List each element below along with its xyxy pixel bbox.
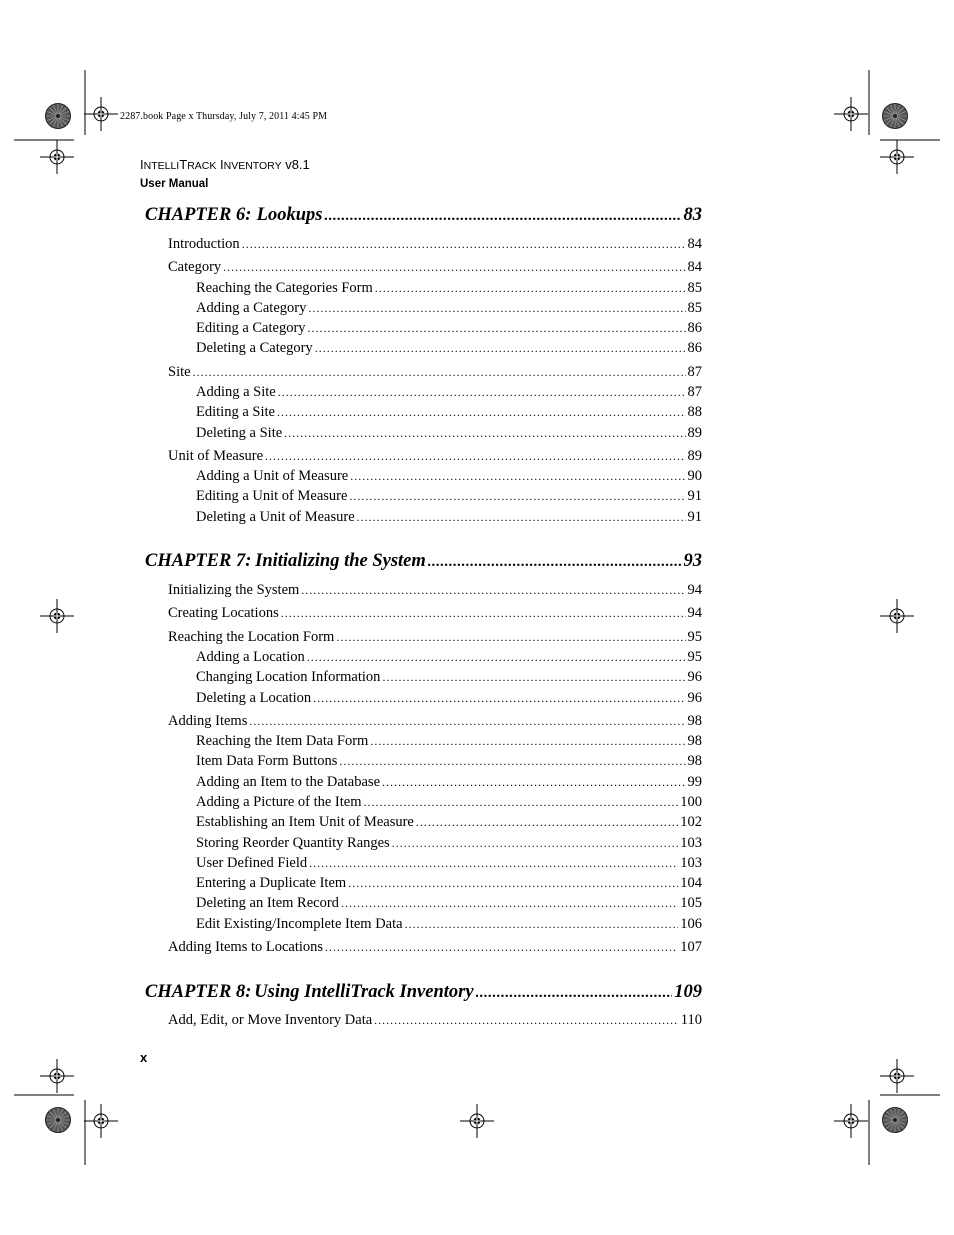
toc-entry[interactable]: [196, 319, 702, 337]
dot-leader: [308, 319, 686, 337]
toc-entry-title: Adding a Site: [196, 384, 276, 400]
toc-entry-title: Reaching the Categories Form: [196, 280, 373, 296]
toc-entry-title: Adding an Item to the Database: [196, 774, 381, 790]
toc-entry[interactable]: [196, 279, 702, 297]
toc-entry-title: Deleting a Site: [196, 425, 283, 441]
toc-entry-title: Site: [168, 364, 191, 380]
toc-entry-title: Reaching the Item Data Form: [196, 733, 369, 749]
toc-entry[interactable]: [196, 732, 702, 750]
toc-entry[interactable]: [196, 752, 702, 770]
toc-entry[interactable]: [168, 258, 702, 276]
toc-entry-title: Deleting a Category: [196, 340, 313, 356]
registration-target-icon: [84, 97, 118, 131]
toc-entry-page: 83: [683, 205, 702, 225]
toc-entry-title: Editing a Unit of Measure: [196, 488, 348, 504]
toc-entry-title: Adding a Picture of the Item: [196, 794, 362, 810]
toc-entry-title: Adding a Unit of Measure: [196, 468, 349, 484]
toc-entry[interactable]: [168, 363, 702, 381]
registration-target-icon: [460, 1104, 494, 1138]
toc-entry-page: 84: [687, 236, 702, 252]
toc-entry[interactable]: [196, 854, 702, 872]
toc-entry-title: Using IntelliTrack Inventory: [254, 982, 474, 1002]
toc-entry-title: Editing a Site: [196, 404, 275, 420]
toc-entry-page: 89: [687, 448, 702, 464]
toc-entry-title: Deleting an Item Record: [196, 895, 339, 911]
dot-leader: [348, 874, 678, 892]
toc-entry-page: 103: [680, 855, 702, 871]
dot-leader: [364, 793, 679, 811]
dot-leader: [242, 235, 686, 253]
toc-entry[interactable]: [196, 299, 702, 317]
dot-leader: [324, 204, 681, 228]
toc-entry-title: User Defined Field: [196, 855, 308, 871]
toc-entry-title: Storing Reorder Quantity Ranges: [196, 835, 390, 851]
dot-leader: [428, 550, 682, 574]
toc-entry-page: 89: [687, 425, 702, 441]
registration-target-icon: [834, 97, 868, 131]
toc-entry[interactable]: [196, 915, 702, 933]
dot-leader: [313, 689, 685, 707]
toc-entry[interactable]: [168, 628, 702, 646]
toc-entry-page: 96: [687, 690, 702, 706]
toc-entry-page: 86: [687, 320, 702, 336]
toc-entry[interactable]: [168, 604, 702, 622]
dot-leader: [370, 732, 685, 750]
toc-entry[interactable]: [196, 508, 702, 526]
registration-target-icon: [880, 1059, 914, 1093]
dot-leader: [281, 604, 686, 622]
dot-leader: [357, 508, 686, 526]
toc-entry[interactable]: [196, 648, 702, 666]
dot-leader: [336, 628, 685, 646]
star-target-icon: [883, 104, 908, 129]
toc-entry-page: 98: [687, 733, 702, 749]
toc-entry-page: 93: [683, 551, 702, 571]
star-target-icon: [883, 1108, 908, 1133]
dot-leader: [325, 938, 678, 956]
toc-entry-page: 106: [680, 916, 702, 932]
toc-entry-page: 98: [687, 753, 702, 769]
chapter-label: CHAPTER 8:: [145, 982, 252, 1002]
toc-chapter-entry[interactable]: [145, 549, 702, 574]
toc-entry-page: 110: [680, 1012, 702, 1028]
dot-leader: [382, 773, 685, 791]
dot-leader: [277, 403, 686, 421]
toc-chapter-entry[interactable]: [145, 203, 702, 228]
toc-entry-title: Lookups: [256, 205, 323, 225]
toc-entry[interactable]: [168, 235, 702, 253]
toc-entry-page: 99: [687, 774, 702, 790]
toc-entry-page: 105: [680, 895, 702, 911]
toc-entry-title: Editing a Category: [196, 320, 306, 336]
toc-entry[interactable]: [196, 424, 702, 442]
toc-entry-title: Adding Items: [168, 713, 248, 729]
toc-entry-page: 86: [687, 340, 702, 356]
toc-entry-page: 102: [680, 814, 702, 830]
toc-entry[interactable]: [196, 339, 702, 357]
dot-leader: [278, 383, 686, 401]
toc-entry[interactable]: [196, 383, 702, 401]
dot-leader: [374, 1011, 679, 1029]
registration-target-icon: [40, 599, 74, 633]
dot-leader: [375, 279, 686, 297]
toc-entry-page: 96: [687, 669, 702, 685]
toc-entry[interactable]: [196, 689, 702, 707]
toc-entry[interactable]: [196, 773, 702, 791]
toc-entry-title: Adding a Category: [196, 300, 307, 316]
toc-entry[interactable]: [168, 1011, 702, 1029]
toc-entry-title: Initializing the System: [168, 582, 300, 598]
toc-entry-title: Establishing an Item Unit of Measure: [196, 814, 414, 830]
toc-entry-page: 91: [687, 488, 702, 504]
toc-entry[interactable]: [196, 834, 702, 852]
toc-entry-page: 98: [687, 713, 702, 729]
dot-leader: [350, 467, 685, 485]
toc-entry-title: Adding a Location: [196, 649, 305, 665]
dot-leader: [341, 894, 678, 912]
toc-entry-page: 104: [680, 875, 702, 891]
toc-entry-title: Category: [168, 259, 222, 275]
registration-target-icon: [880, 140, 914, 174]
dot-leader: [309, 854, 678, 872]
chapter-label: CHAPTER 6:: [145, 205, 252, 225]
toc-entry[interactable]: [196, 487, 702, 505]
toc-entry-title: Deleting a Location: [196, 690, 312, 706]
toc-entry-title: Reaching the Location Form: [168, 629, 335, 645]
toc-entry[interactable]: [168, 712, 702, 730]
running-header: [140, 157, 310, 192]
toc-entry-title: Unit of Measure: [168, 448, 264, 464]
chapter-label: CHAPTER 7:: [145, 551, 252, 571]
toc-entry-page: 91: [687, 509, 702, 525]
dot-leader: [307, 648, 686, 666]
toc-entry-title: Changing Location Information: [196, 669, 381, 685]
dot-leader: [339, 752, 685, 770]
running-header-subtitle: User Manual: [140, 178, 209, 190]
dot-leader: [223, 258, 685, 276]
star-target-icon: [46, 1108, 71, 1133]
dot-leader: [416, 813, 678, 831]
dot-leader: [193, 363, 686, 381]
toc-entry-title: Item Data Form Buttons: [196, 753, 338, 769]
toc-entry-page: 100: [680, 794, 702, 810]
dot-leader: [315, 339, 686, 357]
toc-entry-page: 90: [687, 468, 702, 484]
star-target-icon: [46, 104, 71, 129]
toc-entry-page: 109: [674, 982, 702, 1002]
registration-target-icon: [40, 140, 74, 174]
dot-leader: [308, 299, 685, 317]
toc-entry-page: 95: [687, 649, 702, 665]
toc-entry-title: Deleting a Unit of Measure: [196, 509, 355, 525]
toc-entry[interactable]: [168, 447, 702, 465]
page-number: x: [140, 1050, 148, 1065]
dot-leader: [392, 834, 679, 852]
toc-entry[interactable]: [196, 793, 702, 811]
toc-entry[interactable]: [196, 403, 702, 421]
toc-entry-title: Entering a Duplicate Item: [196, 875, 347, 891]
dot-leader: [349, 487, 685, 505]
toc-entry[interactable]: [196, 894, 702, 912]
toc-entry-page: 84: [687, 259, 702, 275]
toc-entry-page: 85: [687, 300, 702, 316]
toc-chapter-entry[interactable]: [145, 980, 702, 1005]
dot-leader: [301, 581, 685, 599]
toc-entry-page: 107: [680, 939, 702, 955]
toc-entry-page: 87: [687, 384, 702, 400]
toc-entry[interactable]: [196, 467, 702, 485]
toc-entry[interactable]: [196, 813, 702, 831]
running-header-title: INTELLITRACK INVENTORY v8.1: [140, 157, 310, 172]
toc-entry-title: Introduction: [168, 236, 240, 252]
dot-leader: [265, 447, 685, 465]
toc-entry[interactable]: [196, 668, 702, 686]
toc-entry-page: 103: [680, 835, 702, 851]
dot-leader: [382, 668, 685, 686]
toc-entry-title: Edit Existing/Incomplete Item Data: [196, 916, 403, 932]
registration-target-icon: [40, 1059, 74, 1093]
dot-leader: [284, 424, 685, 442]
toc-entry-page: 88: [687, 404, 702, 420]
toc-entry-page: 94: [687, 582, 702, 598]
toc-entry[interactable]: [168, 938, 702, 956]
dot-leader: [476, 981, 673, 1005]
toc-entry[interactable]: [168, 581, 702, 599]
dot-leader: [249, 712, 685, 730]
toc-entry-page: 85: [687, 280, 702, 296]
toc-entry[interactable]: [196, 874, 702, 892]
toc-entry-title: Add, Edit, or Move Inventory Data: [168, 1012, 373, 1028]
toc-entry-page: 94: [687, 605, 702, 621]
dot-leader: [405, 915, 679, 933]
toc-entry-page: 95: [687, 629, 702, 645]
registration-target-icon: [834, 1104, 868, 1138]
toc-entry-page: 87: [687, 364, 702, 380]
toc-entry-title: Creating Locations: [168, 605, 279, 621]
registration-target-icon: [84, 1104, 118, 1138]
toc-entry-title: Initializing the System: [255, 551, 426, 571]
book-stamp: 2287.book Page x Thursday, July 7, 2011 4:45 PM: [120, 111, 328, 122]
toc-entry-title: Adding Items to Locations: [168, 939, 324, 955]
registration-target-icon: [880, 599, 914, 633]
